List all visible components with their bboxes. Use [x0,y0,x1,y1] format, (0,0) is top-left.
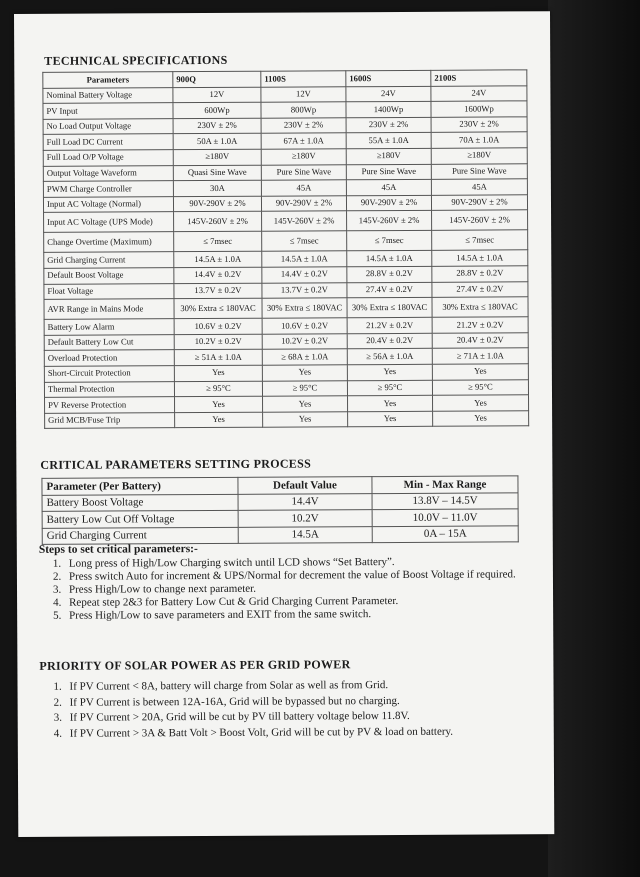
list-item-text: Press switch Auto for increment & UPS/Normal for decrement the value of Boost Voltage if required. [68,568,516,583]
spec-value-cell: ≥ 95°C [174,381,262,397]
priority-heading: PRIORITY OF SOLAR POWER AS PER GRID POWER [39,657,351,673]
critical-header-cell: Parameter (Per Battery) [42,477,238,495]
spec-value-cell: 45A [261,180,346,196]
spec-value-cell: 14.5A ± 1.0A [262,251,347,267]
spec-parameter-label: Overload Protection [44,350,174,366]
spec-header-cell: Parameters [43,72,173,88]
list-item-number: 1. [53,680,62,693]
spec-value-cell: Yes [263,396,348,412]
spec-value-cell: 800Wp [261,102,346,118]
spec-parameter-label: Grid Charging Current [44,252,174,268]
list-item-number: 4. [53,596,62,609]
critical-default-value: 14.5A [238,526,372,543]
spec-value-cell: ≥180V [346,148,431,164]
spec-parameter-label: Default Battery Low Cut [44,334,174,350]
spec-parameter-label: Input AC Voltage (Normal) [43,196,173,212]
spec-value-cell: Yes [174,365,262,381]
spec-header-cell: 1600S [346,70,431,86]
critical-range-value: 10.0V – 11.0V [372,509,518,526]
spec-value-cell: ≥ 51A ± 1.0A [174,350,262,366]
list-item-text: Repeat step 2&3 for Battery Low Cut & Grid Charging Current Parameter. [69,594,399,609]
spec-value-cell: 27.4V ± 0.2V [347,282,432,298]
list-item-text: If PV Current is between 12A-16A, Grid will be bypassed but no charging. [69,694,400,709]
spec-value-cell: 30% Extra ≤ 180VAC [432,297,528,318]
spec-value-cell: 24V [431,85,527,101]
spec-value-cell: 90V-290V ± 2% [431,195,527,211]
critical-default-value: 10.2V [238,510,372,527]
spec-value-cell: ≥180V [173,149,261,165]
list-item-text: If PV Current > 3A & Batt Volt > Boost Volt, Grid will be cut by PV & load on battery. [69,725,454,740]
spec-value-cell: 30A [173,180,261,196]
spec-value-cell: ≥180V [431,148,527,164]
spec-parameter-label: AVR Range in Mains Mode [44,299,174,320]
table-row [42,525,518,544]
spec-parameter-label: PV Input [43,103,173,119]
spec-value-cell: ≤ 7msec [174,232,262,252]
spec-parameter-label: Float Voltage [44,283,174,299]
spec-value-cell: ≤ 7msec [432,230,528,251]
spec-value-cell: 145V-260V ± 2% [347,211,432,231]
spec-parameter-label: Grid MCB/Fuse Trip [45,412,175,428]
spec-value-cell: 28.8V ± 0.2V [432,266,528,282]
spec-value-cell: Yes [433,410,529,426]
spec-parameter-label: Short-Circuit Protection [44,366,174,382]
list-item-text: Press High/Low to save parameters and EXIT from the same switch. [69,608,372,622]
spec-value-cell: 230V ± 2% [173,118,261,134]
spec-parameter-label: PV Reverse Protection [45,397,175,413]
spec-value-cell: 90V-290V ± 2% [261,196,346,212]
steps-list [53,555,533,623]
steps-title: Steps to set critical parameters:- [38,543,198,556]
list-item [54,724,534,742]
spec-value-cell: Yes [348,395,433,411]
spec-value-cell: 600Wp [173,102,261,118]
spec-value-cell: 145V-260V ± 2% [432,210,528,231]
spec-value-cell: 12V [173,87,261,103]
list-item-number: 4. [53,727,63,740]
spec-value-cell: 28.8V ± 0.2V [347,266,432,282]
spec-parameter-label: Battery Low Alarm [44,319,174,335]
spec-parameter-label: Full Load O/P Voltage [43,150,173,166]
spec-parameter-label: Nominal Battery Voltage [43,87,173,103]
spec-parameter-label: PWM Charge Controller [43,181,173,197]
spec-value-cell: 10.6V ± 0.2V [262,318,347,334]
spec-value-cell: Quasi Sine Wave [173,165,261,181]
background-dark-surface [548,0,640,877]
spec-value-cell: ≥ 95°C [347,380,432,396]
table-row [44,230,528,253]
spec-value-cell: Yes [348,411,433,427]
spec-value-cell: 10.2V ± 0.2V [262,333,347,349]
list-item-number: 5. [53,609,62,622]
spec-value-cell: 21.2V ± 0.2V [347,317,432,333]
spec-value-cell: 10.2V ± 0.2V [174,334,262,350]
spec-value-cell: 1600Wp [431,101,527,117]
spec-value-cell: 14.5A ± 1.0A [174,252,262,268]
spec-parameter-label: No Load Output Voltage [43,118,173,134]
spec-value-cell: 10.6V ± 0.2V [174,318,262,334]
table-row [44,297,528,320]
spec-value-cell: 14.4V ± 0.2V [262,267,347,283]
spec-value-cell: ≤ 7msec [347,231,432,251]
list-item-number: 1. [52,557,62,570]
table-row [45,410,529,428]
spec-value-cell: ≥ 71A ± 1.0A [432,348,528,364]
list-item-number: 3. [53,711,62,724]
spec-value-cell: 145V-260V ± 2% [174,212,262,232]
spec-value-cell: 230V ± 2% [431,117,527,133]
spec-parameter-label: Default Boost Voltage [44,268,174,284]
spec-value-cell: 20.4V ± 0.2V [347,333,432,349]
spec-value-cell: 21.2V ± 0.2V [432,317,528,333]
spec-parameter-label: Input AC Voltage (UPS Mode) [44,212,174,233]
spec-value-cell: 90V-290V ± 2% [173,196,261,212]
table-row [44,210,528,233]
list-item-text: Press High/Low to change next parameter. [68,582,256,596]
spec-value-cell: ≥180V [261,149,346,165]
spec-value-cell: ≥ 68A ± 1.0A [262,349,347,365]
critical-header-cell: Default Value [238,477,372,494]
critical-parameter-label: Grid Charging Current [42,527,238,545]
critical-parameters-heading: CRITICAL PARAMETERS SETTING PROCESS [40,456,312,472]
list-item-number: 3. [52,583,62,596]
spec-value-cell: 13.7V ± 0.2V [174,283,262,299]
critical-header-cell: Min - Max Range [372,476,518,493]
spec-value-cell: 45A [346,179,431,195]
list-item-text: If PV Current > 20A, Grid will be cut by PV till battery voltage below 11.8V. [69,709,410,724]
spec-value-cell: Yes [433,395,529,411]
spec-value-cell: Yes [262,365,347,381]
spec-value-cell: 50A ± 1.0A [173,134,261,150]
spec-value-cell: 20.4V ± 0.2V [432,333,528,349]
spec-value-cell: Pure Sine Wave [346,164,431,180]
critical-parameter-label: Battery Low Cut Off Voltage [42,510,238,528]
list-item-number: 2. [52,570,62,583]
technical-specifications-heading: TECHNICAL SPECIFICATIONS [44,52,228,68]
critical-range-value: 13.8V – 14.5V [372,492,518,509]
spec-value-cell: 30% Extra ≤ 180VAC [262,298,347,318]
list-item-text: Long press of High/Low Charging switch until LCD shows “Set Battery”. [68,556,395,570]
spec-value-cell: Pure Sine Wave [431,163,527,179]
spec-value-cell: Yes [347,364,432,380]
critical-default-value: 14.4V [238,493,372,510]
spec-value-cell: Yes [432,364,528,380]
spec-value-cell: 14.4V ± 0.2V [174,267,262,283]
spec-value-cell: 1400Wp [346,102,431,118]
spec-value-cell: 14.5A ± 1.0A [432,250,528,266]
list-item-text: If PV Current < 8A, battery will charge from Solar as well as from Grid. [69,679,389,693]
spec-value-cell: 30% Extra ≤ 180VAC [347,297,432,317]
critical-range-value: 0A – 15A [372,525,518,542]
spec-header-cell: 2100S [431,70,527,86]
spec-value-cell: 230V ± 2% [261,118,346,134]
spec-value-cell: 30% Extra ≤ 180VAC [174,298,262,318]
spec-value-cell: ≥ 56A ± 1.0A [347,349,432,365]
spec-value-cell: 70A ± 1.0A [431,132,527,148]
spec-value-cell: 90V-290V ± 2% [346,195,431,211]
spec-value-cell: 27.4V ± 0.2V [432,281,528,297]
spec-header-cell: 1100S [261,71,346,87]
spec-parameter-label: Change Overtime (Maximum) [44,232,174,253]
spec-value-cell: 12V [261,86,346,102]
spec-parameter-label: Thermal Protection [44,381,174,397]
spec-value-cell: ≤ 7msec [262,231,347,251]
priority-list [53,677,533,742]
spec-value-cell: 45A [431,179,527,195]
spec-parameter-label: Output Voltage Waveform [43,165,173,181]
spec-value-cell: 14.5A ± 1.0A [347,251,432,267]
document-page [14,11,554,837]
spec-value-cell: 67A ± 1.0A [261,133,346,149]
spec-value-cell: Pure Sine Wave [261,164,346,180]
spec-parameter-label: Full Load DC Current [43,134,173,150]
technical-specifications-table [42,69,529,429]
spec-value-cell: Yes [263,411,348,427]
critical-parameter-label: Battery Boost Voltage [42,494,238,512]
spec-value-cell: 145V-260V ± 2% [262,211,347,231]
spec-value-cell: ≥ 95°C [262,380,347,396]
spec-value-cell: Yes [175,396,263,412]
spec-value-cell: 24V [346,86,431,102]
spec-header-cell: 900Q [173,71,261,87]
spec-value-cell: Yes [175,412,263,428]
critical-parameters-table [41,475,518,544]
spec-value-cell: 55A ± 1.0A [346,133,431,149]
spec-value-cell: ≥ 95°C [432,379,528,395]
spec-value-cell: 13.7V ± 0.2V [262,282,347,298]
spec-value-cell: 230V ± 2% [346,117,431,133]
list-item-number: 2. [53,696,62,709]
list-item [53,607,533,623]
